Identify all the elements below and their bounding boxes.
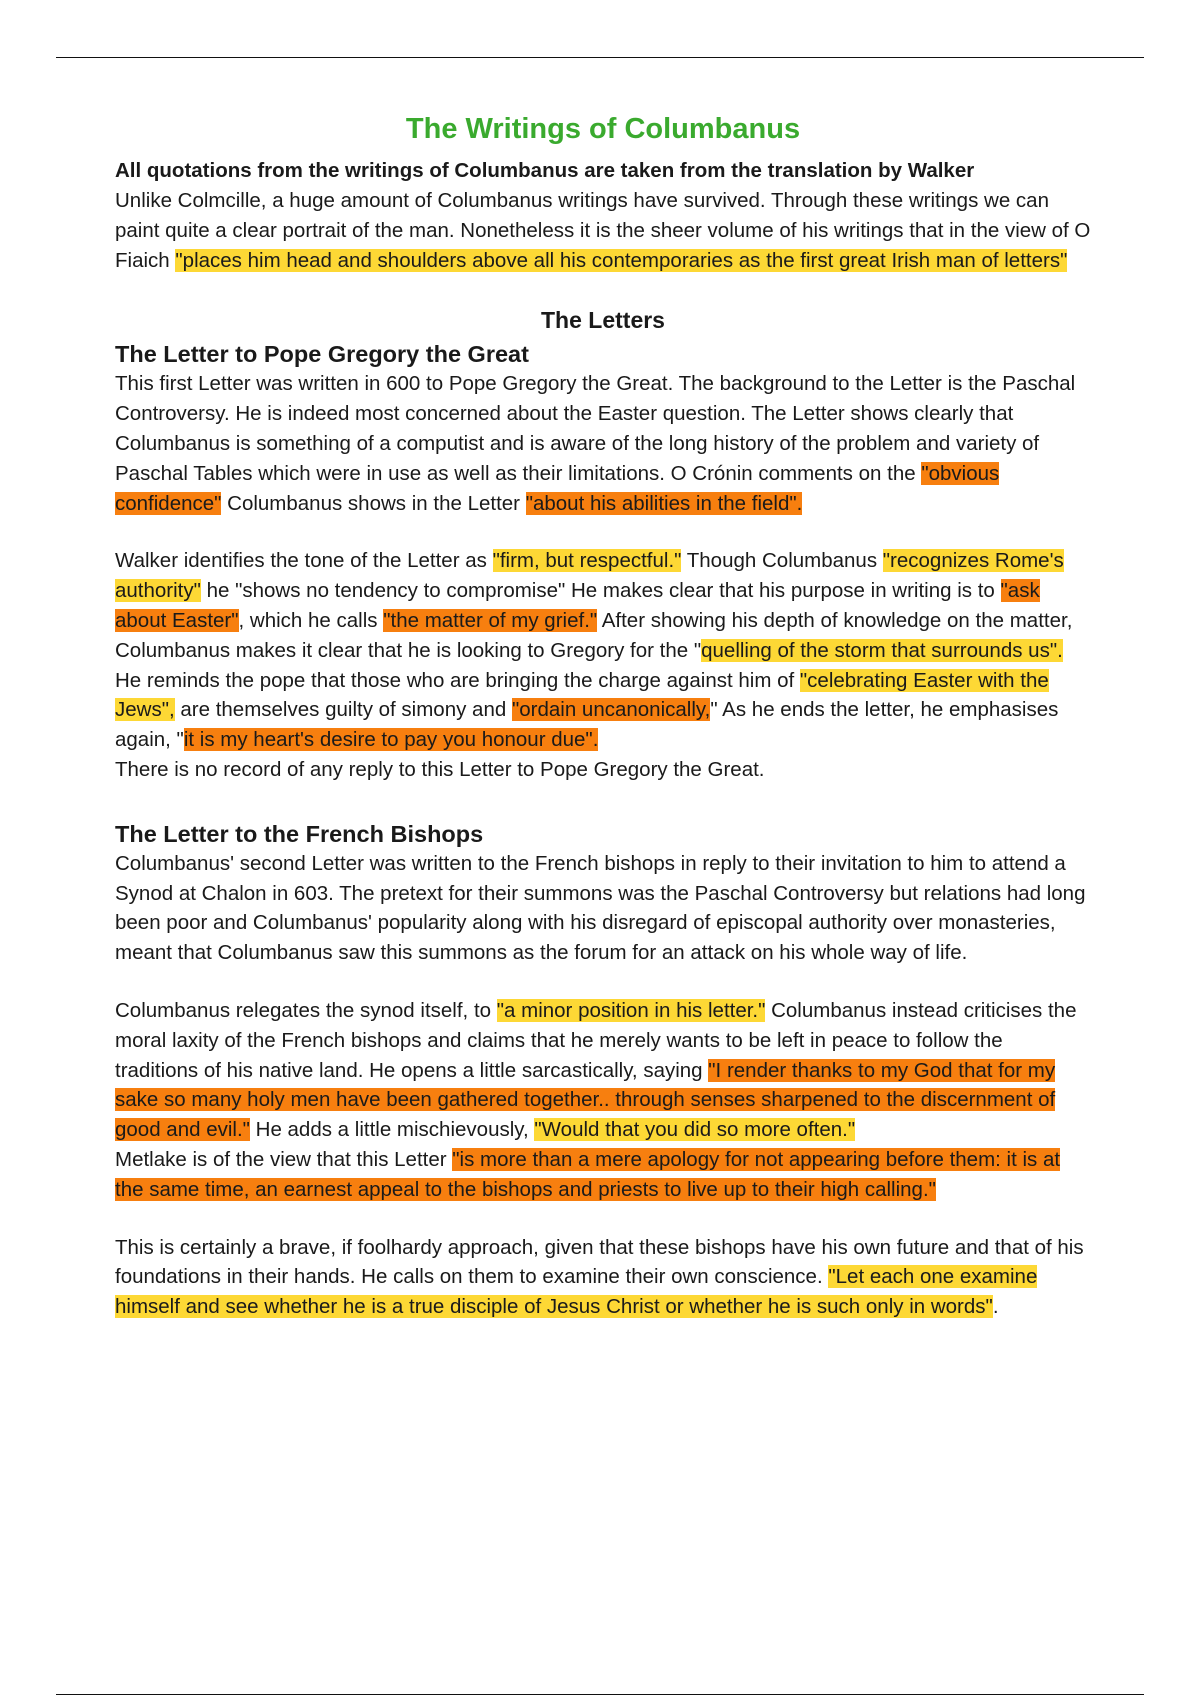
- quote-highlight-orange: it is my heart's desire to pay you honour due".: [183, 728, 599, 752]
- text-run: .: [992, 1295, 999, 1319]
- quote-highlight-yellow: "firm, but respectful.": [492, 549, 682, 573]
- page-title: The Writings of Columbanus: [405, 113, 801, 145]
- intro-text: Unlike Colmcille, a huge amount of Columbanus writings have survived. Through these writings we can paint quite a clear portrait of the man. Nonetheless it is the sheer volume of his writings that in the view of O Fiaich: [115, 189, 1091, 272]
- bishops-paragraph-2: [115, 996, 1091, 1145]
- section-gap: [115, 785, 1091, 819]
- quote-highlight-yellow: "places him head and shoulders above all his contemporaries as the first great Irish man of letters": [175, 248, 1068, 272]
- quote-highlight-orange: "obvious confidence": [115, 461, 1000, 515]
- document-body: [115, 112, 1091, 1322]
- section-title-letters: The Letters: [541, 307, 665, 334]
- quote-highlight-orange: "I render thanks to my God that for my sake so many holy men have been gathered together.. through senses sharpened to the discernment of good and evil.": [115, 1058, 1056, 1142]
- quote-highlight-yellow: "Would that you did so more often.": [534, 1118, 856, 1142]
- quote-highlight-yellow: "Let each one examine himself and see whether he is a true disciple of Jesus Christ or whether he is such only in words": [115, 1265, 1038, 1319]
- bishops-paragraph-3: [115, 1145, 1091, 1205]
- source-note: All quotations from the writings of Columbanus are taken from the translation by Walker: [115, 159, 975, 182]
- text-run: He reminds the pope that those who are bringing the charge against him of: [115, 668, 800, 692]
- text-run: , which he calls: [238, 608, 384, 632]
- quote-highlight-orange: "ordain uncanonically,: [511, 698, 711, 722]
- gregory-paragraph-1: [115, 369, 1091, 518]
- quote-highlight-orange: "the matter of my grief.": [383, 608, 598, 632]
- paragraph-gap: [115, 968, 1091, 996]
- text-run: Columbanus shows in the Letter: [221, 491, 526, 515]
- gregory-paragraph-3: There is no record of any reply to this Letter to Pope Gregory the Great.: [115, 757, 765, 781]
- text-run: This is certainly a brave, if foolhardy approach, given that these bishops have his own future and that of his foundations in their hands. He calls on them to examine their own conscience.: [115, 1235, 1084, 1289]
- text-run: Columbanus relegates the synod itself, to: [115, 998, 497, 1022]
- quote-highlight-yellow: quelling of the storm that surrounds us".: [701, 638, 1063, 662]
- text-run: He adds a little mischievously,: [249, 1118, 535, 1142]
- quote-highlight-orange: "ask about Easter": [115, 579, 1040, 632]
- text-run: Walker identifies the tone of the Letter as: [115, 549, 493, 573]
- quote-highlight-yellow: "a minor position in his letter.": [496, 998, 766, 1022]
- quote-highlight-yellow: "celebrating Easter with the Jews",: [115, 668, 1049, 722]
- text-run: Columbanus instead criticises the moral laxity of the French bishops and claims that he merely wants to be left in peace to follow the traditions of his native land. He opens a little sarcastically, saying: [115, 998, 1077, 1082]
- text-run: he "shows no tendency to compromise" He makes clear that his purpose in writing is to: [200, 579, 1001, 603]
- paragraph-gap: [115, 1205, 1091, 1233]
- bishops-paragraph-4: [115, 1233, 1091, 1322]
- intro-paragraph: [115, 186, 1091, 275]
- heading-bishops-letter: The Letter to the French Bishops: [115, 820, 484, 847]
- heading-gregory-letter: The Letter to Pope Gregory the Great: [115, 341, 529, 368]
- paragraph-gap: [115, 518, 1091, 546]
- text-run: This first Letter was written in 600 to Pope Gregory the Great. The background to the Letter is the Paschal Controversy. He is indeed most concerned about the Easter question. The Letter shows clearly that Columbanus is something of a computist and is aware of the long history of the problem and variety of Paschal Tables which were in use as well as their limitations. O Crónin comments on the: [115, 372, 1076, 485]
- bottom-rule: [56, 1694, 1144, 1695]
- quote-highlight-yellow: "recognizes Rome's authority": [115, 549, 1064, 603]
- text-run: Though Columbanus: [681, 549, 883, 573]
- text-run: " As he ends the letter, he emphasises again, ": [115, 698, 1059, 752]
- quote-highlight-orange: "is more than a mere apology for not appearing before them: it is at the same time, an earnest appeal to the bishops and priests to live up to their high calling.": [115, 1147, 1061, 1201]
- quote-highlight-orange: "about his abilities in the field".: [525, 491, 803, 515]
- text-run: Metlake is of the view that this Letter: [115, 1147, 453, 1171]
- top-rule: [56, 57, 1144, 58]
- bishops-paragraph-1: Columbanus' second Letter was written to the French bishops in reply to their invitation to him to attend a Synod at Chalon in 603. The pretext for their summons was the Paschal Controversy but relations had long been poor and Columbanus' popularity along with his disregard of episcopal authority over monasteries, meant that Columbanus saw this summons as the forum for an attack on his whole way of life.: [115, 851, 1086, 965]
- gregory-paragraph-2: [115, 546, 1091, 755]
- text-run: are themselves guilty of simony and: [174, 698, 512, 722]
- text-run: After showing his depth of knowledge on the matter, Columbanus makes it clear that he is looking to Gregory for the ": [115, 608, 1073, 662]
